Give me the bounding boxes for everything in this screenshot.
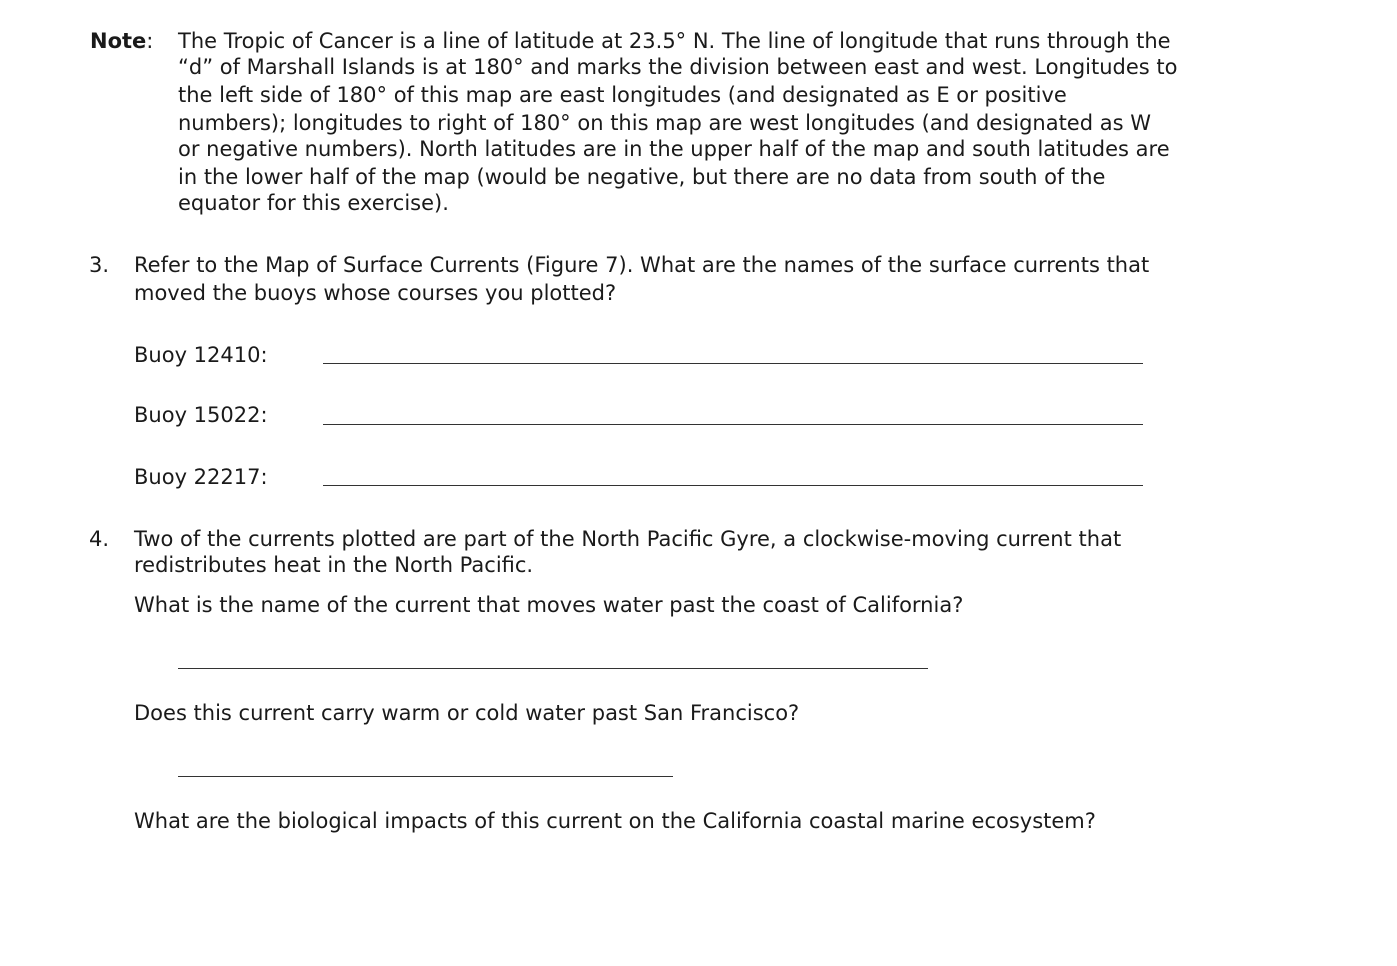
sub-question-current-name: What is the name of the current that moves water past the coast of California? [134,593,964,617]
buoy-label: Buoy 12410: [134,343,268,367]
question-line: moved the buoys whose courses you plotted? [134,281,617,305]
answer-line-warm-or-cold[interactable] [178,776,673,777]
note-line: or negative numbers). North latitudes are in the upper half of the map and south latitudes are [178,137,1170,161]
question-line: Refer to the Map of Surface Currents (Figure 7). What are the names of the surface currents that [134,253,1150,277]
note-line: “d” of Marshall Islands is at 180° and marks the division between east and west. Longitudes to [178,55,1178,79]
buoy-label: Buoy 22217: [134,465,268,489]
question-line: Two of the currents plotted are part of the North Pacific Gyre, a clockwise-moving current that [134,527,1122,551]
question-line: redistributes heat in the North Pacific. [134,553,534,577]
note-label: Note: [90,29,154,53]
note-line: equator for this exercise). [178,191,449,215]
note-line: the left side of 180° of this map are east longitudes (and designated as E or positive [178,83,1067,107]
answer-line-buoy-12410[interactable] [323,363,1143,364]
answer-line-current-name[interactable] [178,668,928,669]
note-line: numbers); longitudes to right of 180° on this map are west longitudes (and designated as W [178,111,1151,135]
sub-question-biological-impacts: What are the biological impacts of this current on the California coastal marine ecosystem? [134,809,1096,833]
sub-question-warm-or-cold: Does this current carry warm or cold water past San Francisco? [134,701,800,725]
answer-line-buoy-22217[interactable] [323,485,1143,486]
note-line: in the lower half of the map (would be negative, but there are no data from south of the [178,165,1106,189]
note-line: The Tropic of Cancer is a line of latitude at 23.5° N. The line of longitude that runs through the [178,29,1171,53]
answer-line-buoy-15022[interactable] [323,424,1143,425]
question-4-number: 4. [89,527,110,551]
question-3-number: 3. [89,253,110,277]
buoy-label: Buoy 15022: [134,403,268,427]
